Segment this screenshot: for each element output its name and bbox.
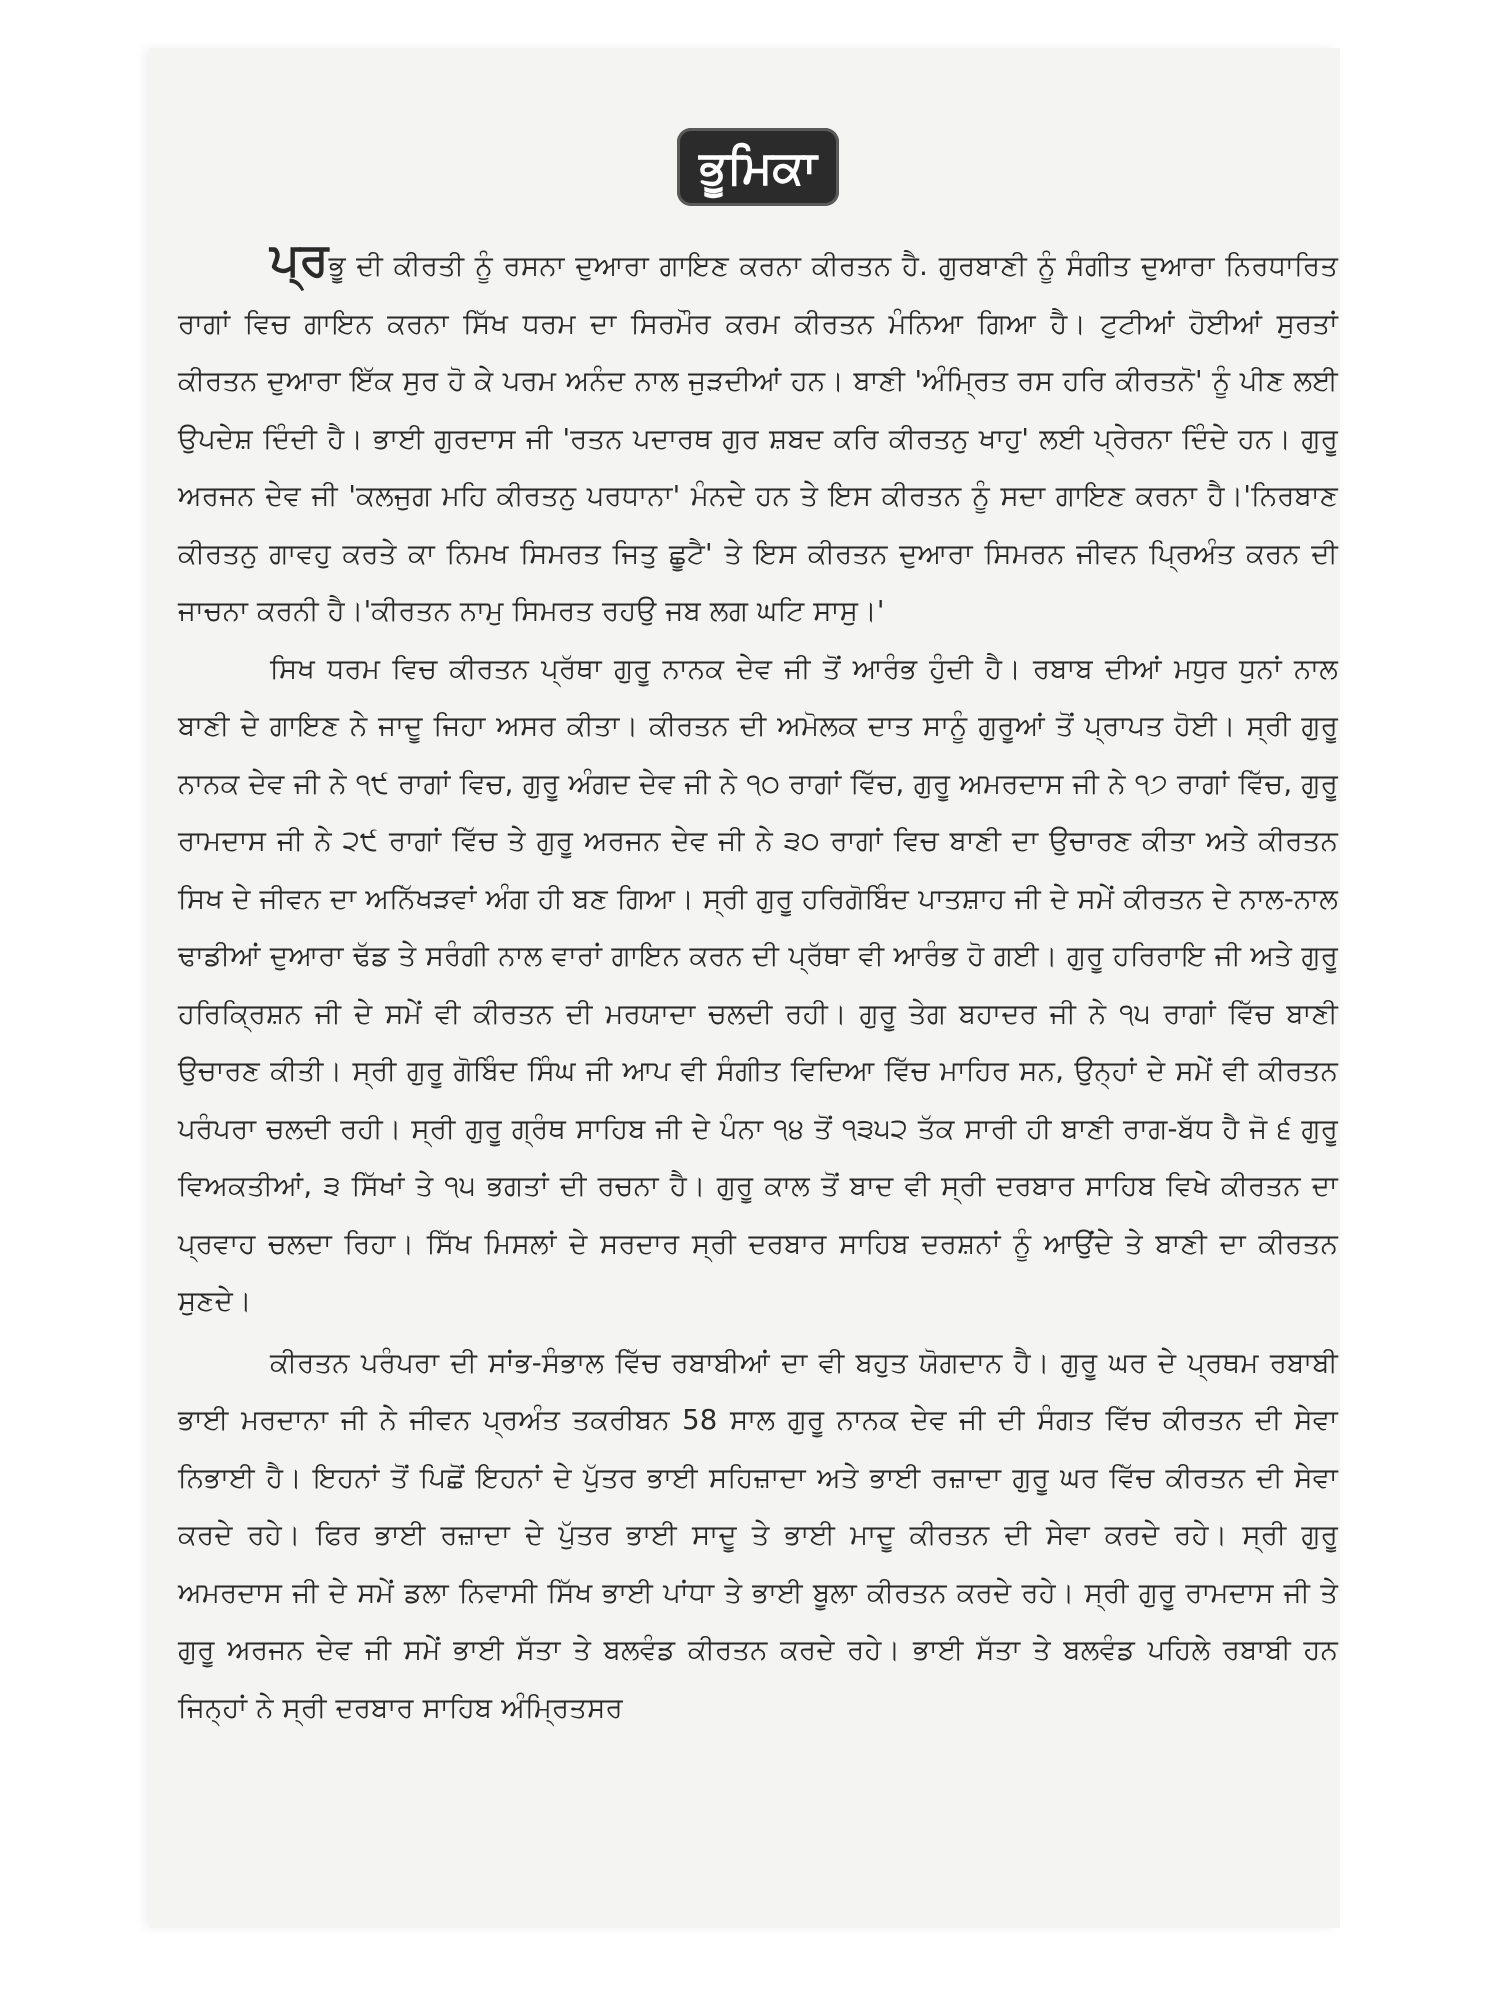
paragraph-1	[178, 232, 1338, 641]
drop-cap: ਪ੍ਰ	[270, 232, 329, 286]
paragraph-1-text: ਭੂ ਦੀ ਕੀਰਤੀ ਨੂੰ ਰਸਨਾ ਦੁਆਰਾ ਗਾਇਣ ਕਰਨਾ ਕੀਰਤਨ ਹੈ. ਗੁਰਬਾਣੀ ਨੂੰ ਸੰਗੀਤ ਦੁਆਰਾ ਨਿਰਧਾਰਿਤ ਰਾਗਾਂ ਵਿਚ ਗਾਇਨ ਕਰਨਾ ਸਿੱਖ ਧਰਮ ਦਾ ਸਿਰਮੌਰ ਕਰਮ ਕੀਰਤਨ ਮੰਨਿਆ ਗਿਆ ਹੈ। ਟੁਟੀਆਂ ਹੋਈਆਂ ਸੁਰਤਾਂ ਕੀਰਤਨ ਦੁਆਰਾ ਇੱਕ ਸੁਰ ਹੋ ਕੇ ਪਰਮ ਅਨੰਦ ਨਾਲ ਜੁੜਦੀਆਂ ਹਨ। ਬਾਣੀ 'ਅੰਮ੍ਰਿਤ ਰਸ ਹਰਿ ਕੀਰਤਨੋ' ਨੂੰ ਪੀਣ ਲਈ ਉਪਦੇਸ਼ ਦਿੰਦੀ ਹੈ। ਭਾਈ ਗੁਰਦਾਸ ਜੀ 'ਰਤਨ ਪਦਾਰਥ ਗੁਰ ਸ਼ਬਦ ਕਰਿ ਕੀਰਤਨੁ ਖਾਹੁ' ਲਈ ਪ੍ਰੇਰਨਾ ਦਿੰਦੇ ਹਨ। ਗੁਰੂ ਅਰਜਨ ਦੇਵ ਜੀ 'ਕਲਜੁਗ ਮਹਿ ਕੀਰਤਨੁ ਪਰਧਾਨਾ' ਮੰਨਦੇ ਹਨ ਤੇ ਇਸ ਕੀਰਤਨ ਨੂੰ ਸਦਾ ਗਾਇਣ ਕਰਨਾ ਹੈ।'ਨਿਰਬਾਣ ਕੀਰਤਨੁ ਗਾਵਹੁ ਕਰਤੇ ਕਾ ਨਿਮਖ ਸਿਮਰਤ ਜਿਤੁ ਛੂਟੈ' ਤੇ ਇਸ ਕੀਰਤਨ ਦੁਆਰਾ ਸਿਮਰਨ ਜੀਵਨ ਪ੍ਰਿਅੰਤ ਕਰਨ ਦੀ ਜਾਚਨਾ ਕਰਨੀ ਹੈ।'ਕੀਰਤਨ ਨਾਮੁ ਸਿਮਰਤ ਰਹਉ ਜਬ ਲਗ ਘਟਿ ਸਾਸੁ।'	[178, 250, 1338, 627]
paragraph-2	[178, 641, 1338, 1331]
page-content	[178, 128, 1338, 1737]
paragraph-3	[178, 1335, 1338, 1738]
paragraph-2-text: ਸਿਖ ਧਰਮ ਵਿਚ ਕੀਰਤਨ ਪ੍ਰੱਥਾ ਗੁਰੂ ਨਾਨਕ ਦੇਵ ਜੀ ਤੋਂ ਆਰੰਭ ਹੁੰਦੀ ਹੈ। ਰਬਾਬ ਦੀਆਂ ਮਧੁਰ ਧੁਨਾਂ ਨਾਲ ਬਾਣੀ ਦੇ ਗਾਇਣ ਨੇ ਜਾਦੂ ਜਿਹਾ ਅਸਰ ਕੀਤਾ। ਕੀਰਤਨ ਦੀ ਅਮੋਲਕ ਦਾਤ ਸਾਨੂੰ ਗੁਰੂਆਂ ਤੋਂ ਪ੍ਰਾਪਤ ਹੋਈ। ਸ੍ਰੀ ਗੁਰੂ ਨਾਨਕ ਦੇਵ ਜੀ ਨੇ ੧੯ ਰਾਗਾਂ ਵਿਚ, ਗੁਰੂ ਅੰਗਦ ਦੇਵ ਜੀ ਨੇ ੧੦ ਰਾਗਾਂ ਵਿੱਚ, ਗੁਰੂ ਅਮਰਦਾਸ ਜੀ ਨੇ ੧੭ ਰਾਗਾਂ ਵਿੱਚ, ਗੁਰੂ ਰਾਮਦਾਸ ਜੀ ਨੇ ੨੯ ਰਾਗਾਂ ਵਿੱਚ ਤੇ ਗੁਰੂ ਅਰਜਨ ਦੇਵ ਜੀ ਨੇ ੩੦ ਰਾਗਾਂ ਵਿਚ ਬਾਣੀ ਦਾ ਉਚਾਰਣ ਕੀਤਾ ਅਤੇ ਕੀਰਤਨ ਸਿਖ ਦੇ ਜੀਵਨ ਦਾ ਅਨਿੱਖੜਵਾਂ ਅੰਗ ਹੀ ਬਣ ਗਿਆ। ਸ੍ਰੀ ਗੁਰੂ ਹਰਿਗੋਬਿੰਦ ਪਾਤਸ਼ਾਹ ਜੀ ਦੇ ਸਮੇਂ ਕੀਰਤਨ ਦੇ ਨਾਲ-ਨਾਲ ਢਾਡੀਆਂ ਦੁਆਰਾ ਢੱਡ ਤੇ ਸਰੰਗੀ ਨਾਲ ਵਾਰਾਂ ਗਾਇਨ ਕਰਨ ਦੀ ਪ੍ਰੱਥਾ ਵੀ ਆਰੰਭ ਹੋ ਗਈ। ਗੁਰੂ ਹਰਿਰਾਇ ਜੀ ਅਤੇ ਗੁਰੂ ਹਰਿਕ੍ਰਿਸ਼ਨ ਜੀ ਦੇ ਸਮੇਂ ਵੀ ਕੀਰਤਨ ਦੀ ਮਰਯਾਦਾ ਚਲਦੀ ਰਹੀ। ਗੁਰੂ ਤੇਗ ਬਹਾਦਰ ਜੀ ਨੇ ੧੫ ਰਾਗਾਂ ਵਿੱਚ ਬਾਣੀ ਉਚਾਰਣ ਕੀਤੀ। ਸ੍ਰੀ ਗੁਰੂ ਗੋਬਿੰਦ ਸਿੰਘ ਜੀ ਆਪ ਵੀ ਸੰਗੀਤ ਵਿਦਿਆ ਵਿੱਚ ਮਾਹਿਰ ਸਨ, ਉਨ੍ਹਾਂ ਦੇ ਸਮੇਂ ਵੀ ਕੀਰਤਨ ਪਰੰਪਰਾ ਚਲਦੀ ਰਹੀ। ਸ੍ਰੀ ਗੁਰੂ ਗ੍ਰੰਥ ਸਾਹਿਬ ਜੀ ਦੇ ਪੰਨਾ ੧੪ ਤੋਂ ੧੩੫੨ ਤੱਕ ਸਾਰੀ ਹੀ ਬਾਣੀ ਰਾਗ-ਬੱਧ ਹੈ ਜੋ ੬ ਗੁਰੂ ਵਿਅਕਤੀਆਂ, ੩ ਸਿੱਖਾਂ ਤੇ ੧੫ ਭਗਤਾਂ ਦੀ ਰਚਨਾ ਹੈ। ਗੁਰੂ ਕਾਲ ਤੋਂ ਬਾਦ ਵੀ ਸ੍ਰੀ ਦਰਬਾਰ ਸਾਹਿਬ ਵਿਖੇ ਕੀਰਤਨ ਦਾ ਪ੍ਰਵਾਹ ਚਲਦਾ ਰਿਹਾ। ਸਿੱਖ ਮਿਸਲਾਂ ਦੇ ਸਰਦਾਰ ਸ੍ਰੀ ਦਰਬਾਰ ਸਾਹਿਬ ਦਰਸ਼ਨਾਂ ਨੂੰ ਆਉਂਦੇ ਤੇ ਬਾਣੀ ਦਾ ਕੀਰਤਨ ਸੁਣਦੇ।	[178, 652, 1338, 1317]
page-title: ਭੂਮਿਕਾ	[677, 128, 839, 206]
title-wrap	[178, 128, 1338, 224]
paragraph-3-text: ਕੀਰਤਨ ਪਰੰਪਰਾ ਦੀ ਸਾਂਭ-ਸੰਭਾਲ ਵਿੱਚ ਰਬਾਬੀਆਂ ਦਾ ਵੀ ਬਹੁਤ ਯੋਗਦਾਨ ਹੈ। ਗੁਰੂ ਘਰ ਦੇ ਪ੍ਰਥਮ ਰਬਾਬੀ ਭਾਈ ਮਰਦਾਨਾ ਜੀ ਨੇ ਜੀਵਨ ਪ੍ਰਅੰਤ ਤਕਰੀਬਨ 58 ਸਾਲ ਗੁਰੂ ਨਾਨਕ ਦੇਵ ਜੀ ਦੀ ਸੰਗਤ ਵਿੱਚ ਕੀਰਤਨ ਦੀ ਸੇਵਾ ਨਿਭਾਈ ਹੈ। ਇਹਨਾਂ ਤੋਂ ਪਿਛੋਂ ਇਹਨਾਂ ਦੇ ਪੁੱਤਰ ਭਾਈ ਸਹਿਜ਼ਾਦਾ ਅਤੇ ਭਾਈ ਰਜ਼ਾਦਾ ਗੁਰੂ ਘਰ ਵਿੱਚ ਕੀਰਤਨ ਦੀ ਸੇਵਾ ਕਰਦੇ ਰਹੇ। ਫਿਰ ਭਾਈ ਰਜ਼ਾਦਾ ਦੇ ਪੁੱਤਰ ਭਾਈ ਸਾਦੂ ਤੇ ਭਾਈ ਮਾਦੂ ਕੀਰਤਨ ਦੀ ਸੇਵਾ ਕਰਦੇ ਰਹੇ। ਸ੍ਰੀ ਗੁਰੂ ਅਮਰਦਾਸ ਜੀ ਦੇ ਸਮੇਂ ਡਲਾ ਨਿਵਾਸੀ ਸਿੱਖ ਭਾਈ ਪਾਂਧਾ ਤੇ ਭਾਈ ਬੂਲਾ ਕੀਰਤਨ ਕਰਦੇ ਰਹੇ। ਸ੍ਰੀ ਗੁਰੂ ਰਾਮਦਾਸ ਜੀ ਤੇ ਗੁਰੂ ਅਰਜਨ ਦੇਵ ਜੀ ਸਮੇਂ ਭਾਈ ਸੱਤਾ ਤੇ ਬਲਵੰਡ ਕੀਰਤਨ ਕਰਦੇ ਰਹੇ। ਭਾਈ ਸੱਤਾ ਤੇ ਬਲਵੰਡ ਪਹਿਲੇ ਰਬਾਬੀ ਹਨ ਜਿਨ੍ਹਾਂ ਨੇ ਸ੍ਰੀ ਦਰਬਾਰ ਸਾਹਿਬ ਅੰਮ੍ਰਿਤਸਰ	[178, 1346, 1338, 1724]
